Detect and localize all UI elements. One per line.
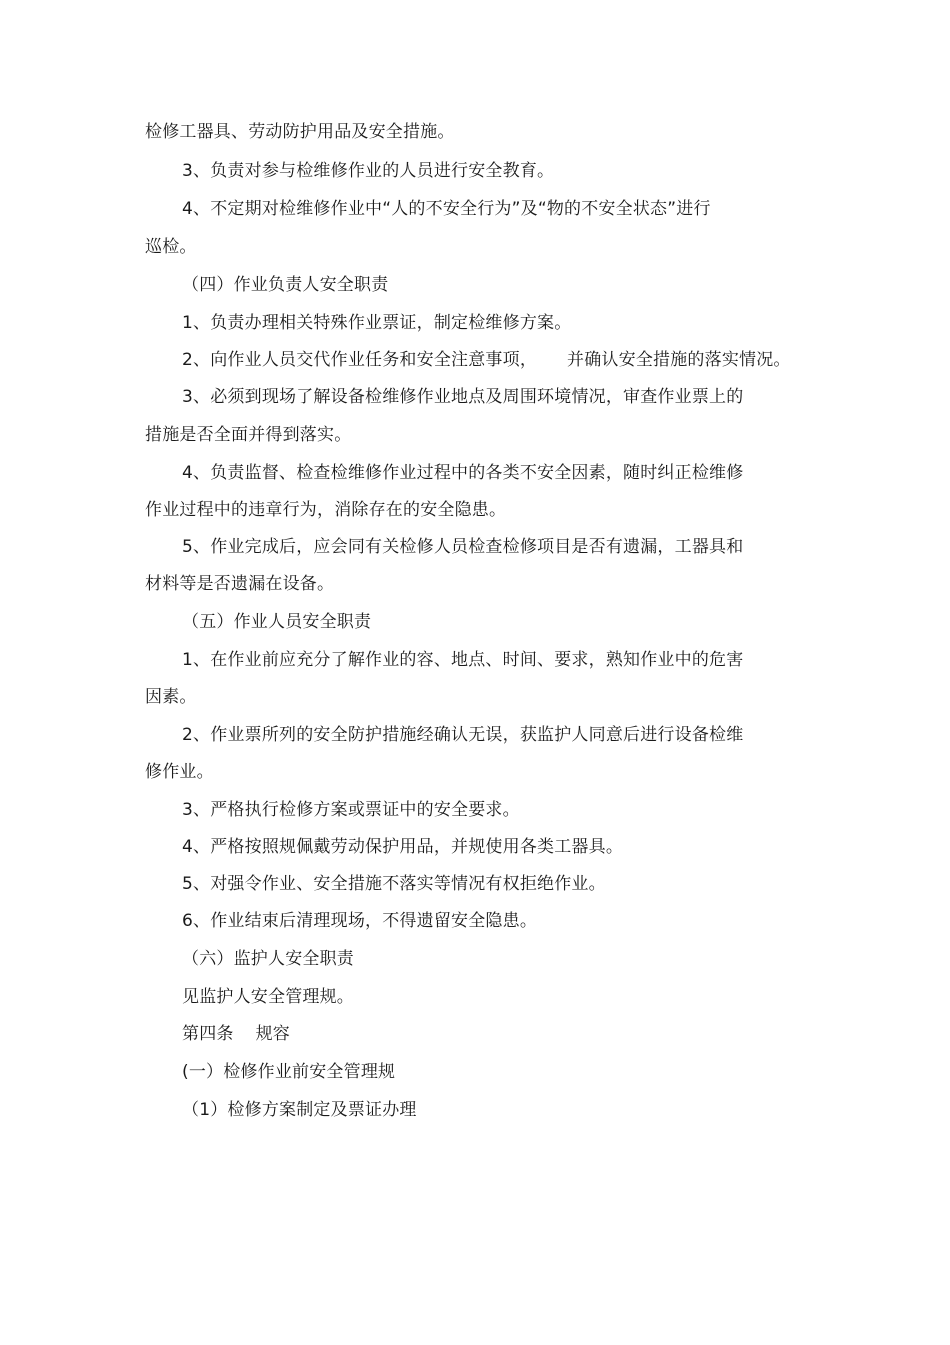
- text-line: 3、必须到现场了解设备检维修作业地点及周围环境情况，审查作业票上的: [182, 387, 744, 407]
- text-line: 2、作业票所列的安全防护措施经确认无误，获监护人同意后进行设备检维: [182, 725, 744, 745]
- text-line: 巡检。: [145, 237, 197, 257]
- section-heading: （五）作业人员安全职责: [182, 612, 372, 632]
- text-segment: 2、向作业人员交代作业任务和安全注意事项，: [182, 350, 538, 370]
- article-title: 规容: [255, 1024, 291, 1044]
- text-line: 作业过程中的违章行为，消除存在的安全隐患。: [145, 500, 507, 520]
- text-line: [182, 349, 791, 371]
- text-line: 3、严格执行检修方案或票证中的安全要求。: [182, 800, 520, 820]
- section-heading: （四）作业负责人安全职责: [182, 275, 389, 295]
- text-segment: 并确认安全措施的落实情况。: [567, 350, 791, 370]
- text-line: 见监护人安全管理规。: [182, 987, 354, 1007]
- subsection-heading: （1）检修方案制定及票证办理: [182, 1100, 417, 1120]
- text-line: 检修工器具、劳动防护用品及安全措施。: [145, 122, 455, 142]
- text-line: 措施是否全面并得到落实。: [145, 425, 352, 445]
- text-line: 4、严格按照规佩戴劳动保护用品，并规使用各类工器具。: [182, 837, 624, 857]
- text-line: 6、作业结束后清理现场，不得遗留安全隐患。: [182, 911, 538, 931]
- text-line: 5、对强令作业、安全措施不落实等情况有权拒绝作业。: [182, 874, 606, 894]
- text-line: 因素。: [145, 687, 197, 707]
- text-line: 材料等是否遗漏在设备。: [145, 574, 335, 594]
- section-heading: (一）检修作业前安全管理规: [182, 1062, 396, 1082]
- text-line: 4、不定期对检维修作业中“人的不安全行为”及“物的不安全状态”进行: [182, 199, 711, 219]
- text-line: 1、负责办理相关特殊作业票证，制定检维修方案。: [182, 313, 572, 333]
- text-line: 修作业。: [145, 762, 214, 782]
- text-line: 1、在作业前应充分了解作业的容、地点、时间、要求，熟知作业中的危害: [182, 650, 744, 670]
- section-heading: （六）监护人安全职责: [182, 949, 354, 969]
- text-line: 4、负责监督、检查检维修作业过程中的各类不安全因素，随时纠正检维修: [182, 463, 744, 483]
- text-line: 3、负责对参与检维修作业的人员进行安全教育。: [182, 161, 555, 181]
- article-number: 第四条: [182, 1024, 234, 1044]
- article-heading: [182, 1023, 290, 1045]
- text-line: 5、作业完成后，应会同有关检修人员检查检修项目是否有遗漏，工器具和: [182, 537, 744, 557]
